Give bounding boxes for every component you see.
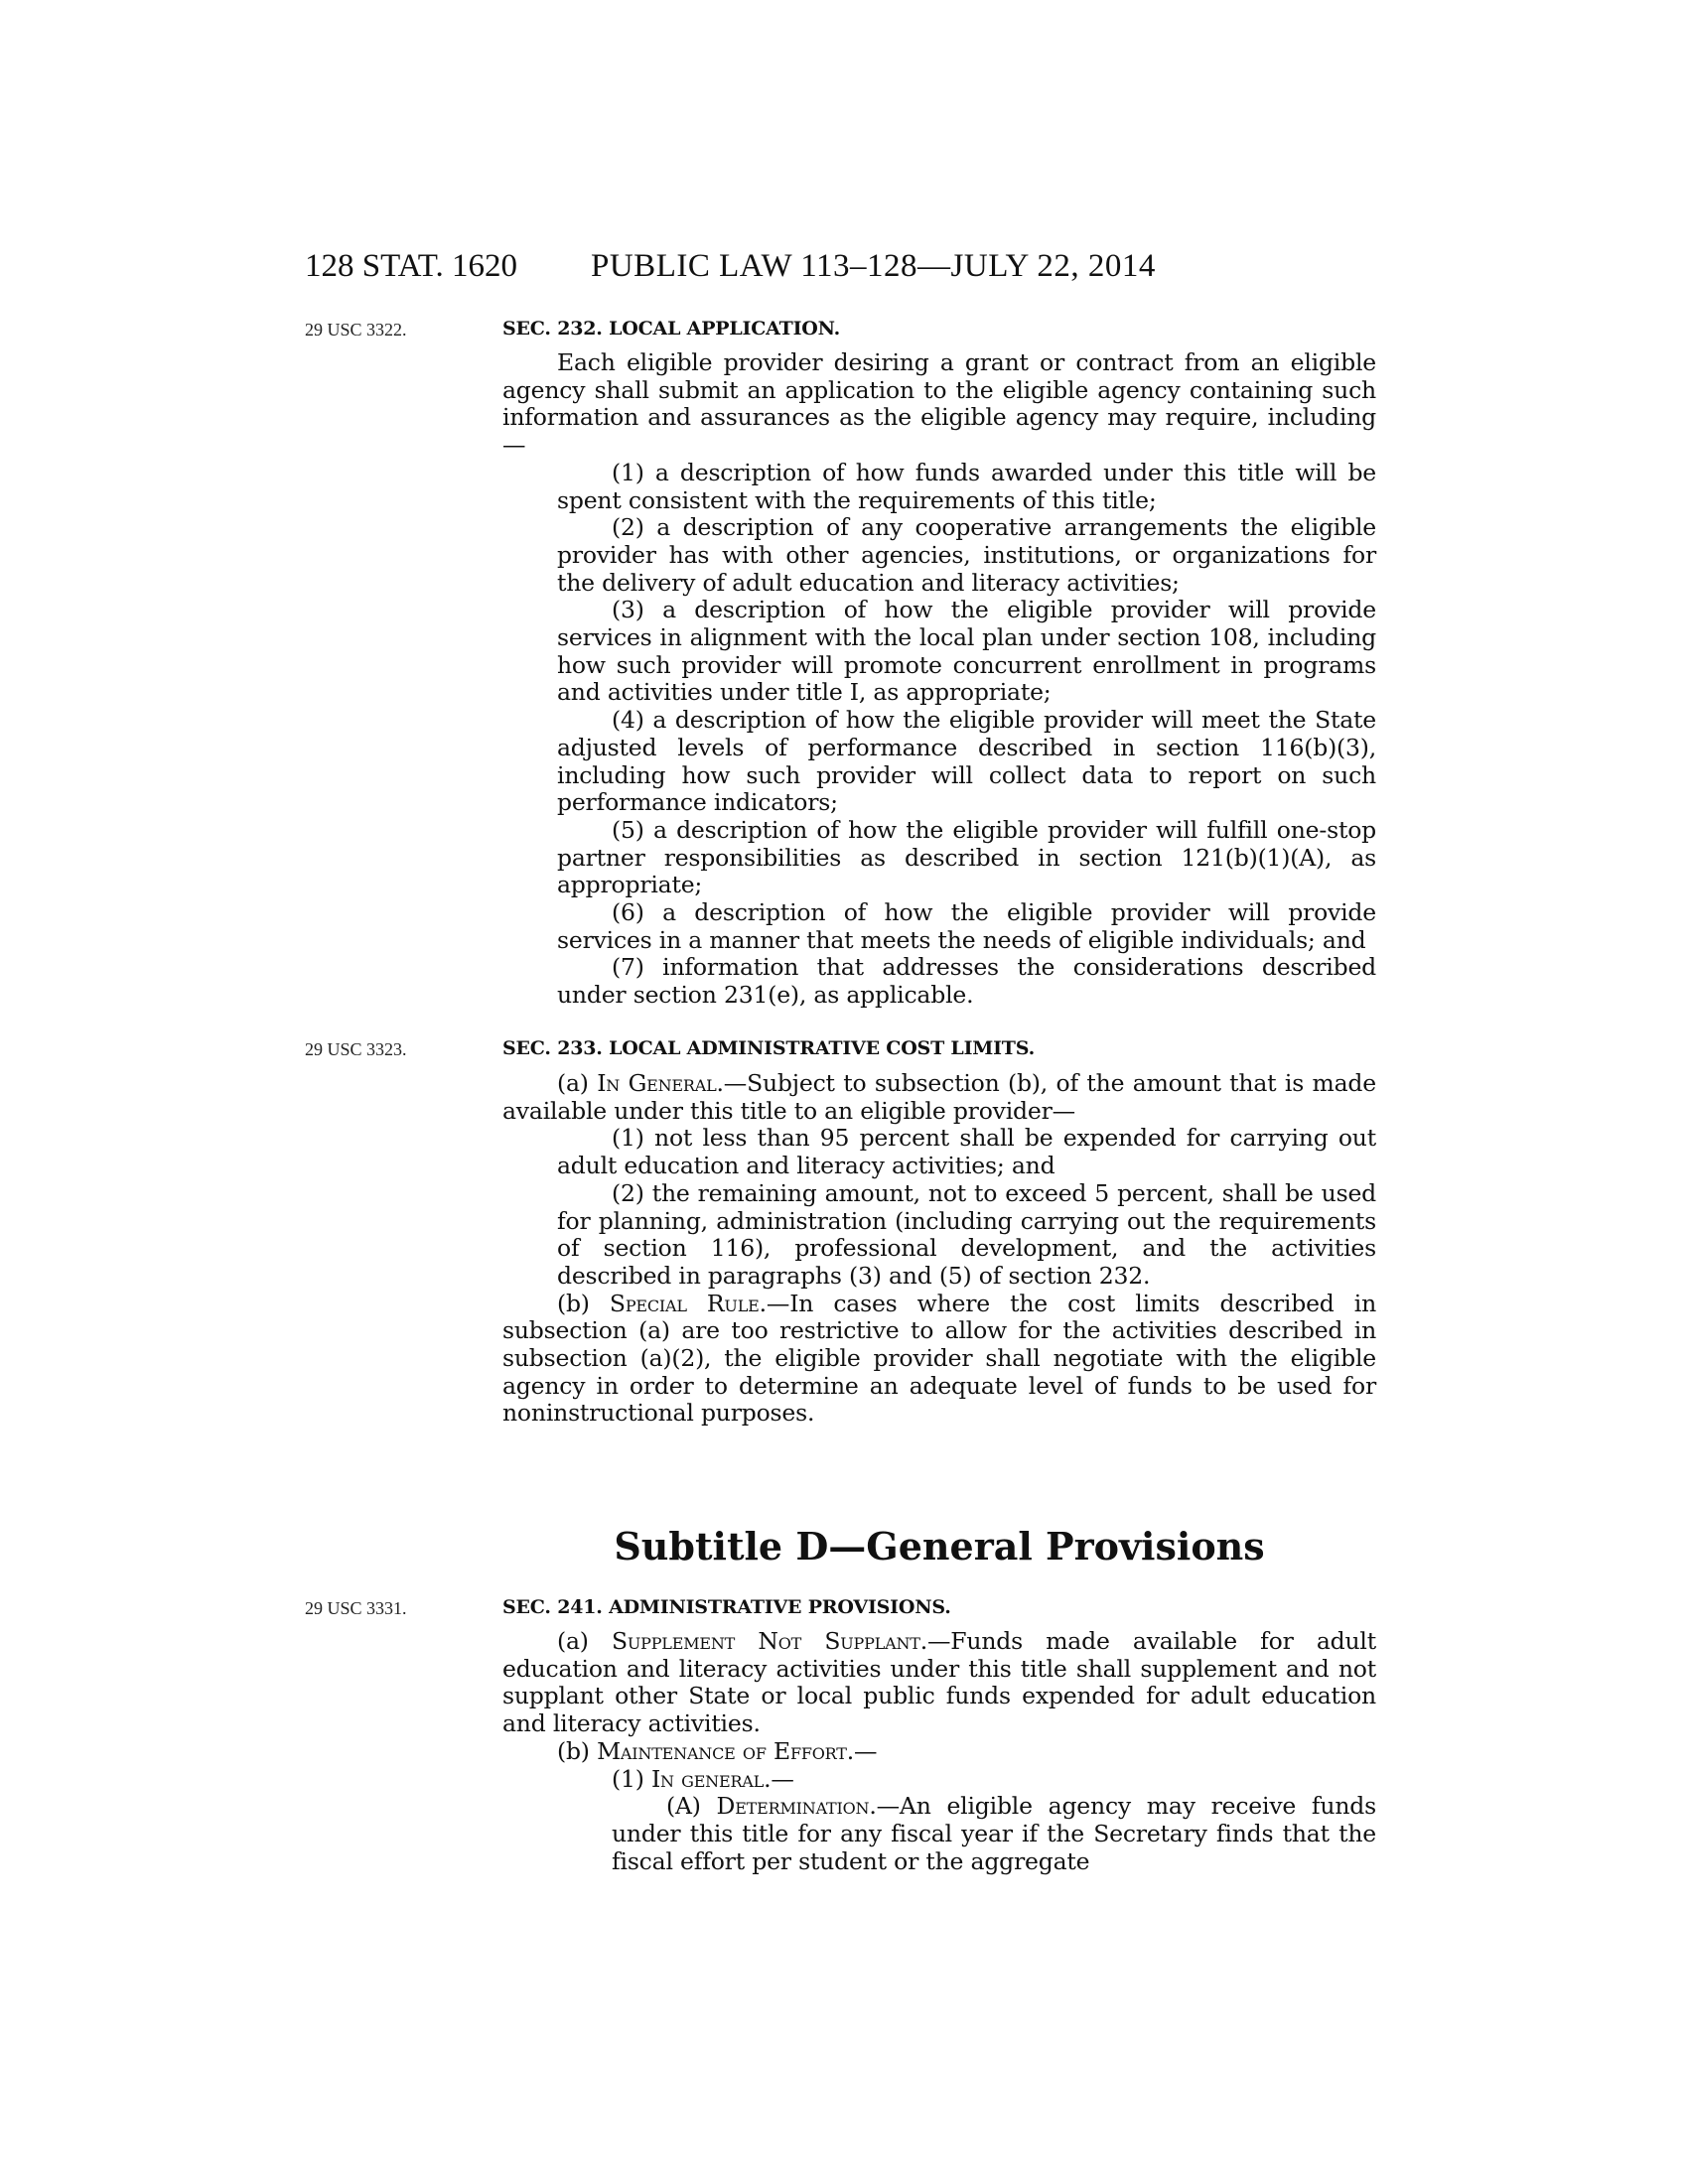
margin-citation-3331: 29 USC 3331. [305, 1598, 407, 1618]
subparagraph-label: (A) [666, 1792, 717, 1821]
subsection-text: .—In cases where the cost limits described in subsection (a) are too restrictive to allow for the activities described in subsection (a)(2), the eligible provider shall negotiate with the eligible agency in order to determine an adequate level of funds to be used for noninstructional purposes. [502, 1289, 1377, 1428]
paragraph-label: (1) [612, 1764, 651, 1793]
subsection-text: .— [846, 1736, 878, 1765]
margin-citation-3323: 29 USC 3323. [305, 1039, 407, 1059]
list-item: (1) a description of how funds awarded under this title will be spent consistent with the requirements of this title; [557, 458, 1376, 514]
subsection-label: (b) [557, 1289, 610, 1317]
subsection-b [502, 1291, 1376, 1429]
subsection-text: .—Funds made available for adult education and literacy activities under this title shall supplement and not supplant other State or local public funds expended for adult education and literacy activities. [502, 1627, 1376, 1738]
subsection-label: (a) [557, 1627, 612, 1655]
subsection-text: .—Subject to subsection (b), of the amount that is made available under this title to an eligible provider— [502, 1069, 1376, 1125]
public-law-title: PUBLIC LAW 113–128—JULY 22, 2014 [591, 248, 1156, 284]
subsection-label: (b) [557, 1736, 598, 1765]
section-241-body [502, 1628, 1376, 1875]
list-item: (3) a description of how the eligible provider will provide services in alignment with the local plan under section 108, including how such provider will promote concurrent enrollment in programs and activities under title I, as appropriate; [557, 596, 1376, 707]
subsection-label: (a) [557, 1069, 598, 1097]
section-232-intro: Each eligible provider desiring a grant or contract from an eligible agency shall submit an application to the eligible agency containing such information and assurances as the eligible agency may require, including— [502, 348, 1376, 460]
list-item: (7) information that addresses the considerations described under section 231(e), as applicable. [557, 953, 1376, 1010]
running-header [305, 246, 1377, 286]
subsection-caption: Maintenance of Effort [597, 1736, 847, 1765]
margin-citation-3322: 29 USC 3322. [305, 320, 407, 340]
paragraph-1 [502, 1766, 1376, 1794]
section-232-heading: SEC. 232. LOCAL APPLICATION. [502, 318, 840, 340]
subsection-caption: Supplement Not Supplant [611, 1627, 920, 1655]
subsection-a [502, 1628, 1376, 1738]
subsection-b [502, 1738, 1376, 1766]
section-233-heading: SEC. 233. LOCAL ADMINISTRATIVE COST LIMITS. [502, 1037, 1035, 1059]
list-item: (2) a description of any cooperative arrangements the eligible provider has with other agencies, institutions, or organizations for the delivery of adult education and literacy activities; [557, 513, 1376, 597]
subparagraph-A [502, 1793, 1376, 1875]
list-item: (4) a description of how the eligible provider will meet the State adjusted levels of performance described in section 116(b)(3), including how such provider will collect data to report on such performance indicators; [557, 706, 1376, 817]
subsection-caption: In General [597, 1069, 717, 1097]
list-item: (1) not less than 95 percent shall be expended for carrying out adult education and literacy activities; and [557, 1124, 1376, 1180]
section-241-heading: SEC. 241. ADMINISTRATIVE PROVISIONS. [502, 1596, 951, 1618]
list-item: (6) a description of how the eligible provider will provide services in a manner that meets the needs of eligible individuals; and [557, 898, 1376, 954]
section-233-body [502, 1070, 1376, 1428]
subsection-caption: Special Rule [609, 1289, 760, 1317]
subparagraph-text: .—An eligible agency may receive funds under this title for any fiscal year if the Secretary finds that the fiscal effort per student or the aggregate [612, 1792, 1377, 1875]
subparagraph-caption: Determination [716, 1792, 870, 1821]
list-item: (5) a description of how the eligible provider will fulfill one-stop partner responsibilities as described in section 121(b)(1)(A), as appropriate; [557, 815, 1376, 899]
subtitle-heading: Subtitle D—General Provisions [614, 1524, 1265, 1569]
stat-page-number: 128 STAT. 1620 [305, 248, 518, 284]
paragraph-caption: In general [650, 1764, 765, 1793]
section-232-body [502, 349, 1376, 1010]
paragraph-text: .— [764, 1764, 794, 1793]
subsection-a [502, 1070, 1376, 1125]
list-item: (2) the remaining amount, not to exceed 5 percent, shall be used for planning, administration (including carrying out the requirements of section 116), professional development, and the activities described in paragraphs (3) and (5) of section 232. [557, 1178, 1376, 1290]
